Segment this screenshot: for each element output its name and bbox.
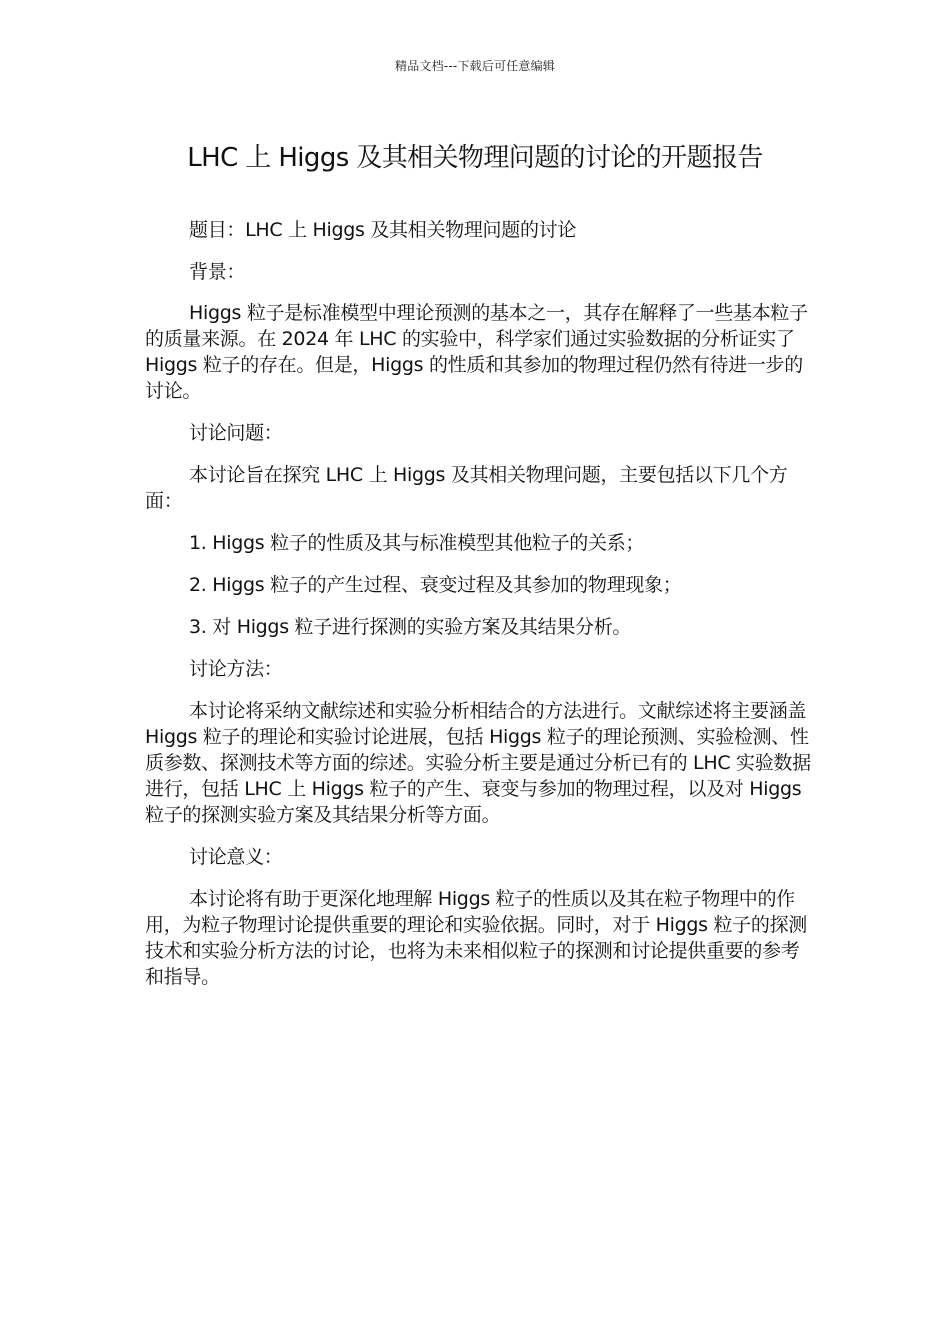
question-item-1: 1. Higgs 粒子的性质及其与标准模型其他粒子的关系； <box>189 532 645 554</box>
question-item-2: 2. Higgs 粒子的产生过程、衰变过程及其参加的物理现象； <box>189 574 682 596</box>
methods-paragraph: 本讨论将采纳文献综述和实验分析相结合的方法进行。文献综述将主要涵盖 Higgs 粒子的理论和实验讨论进展，包括 Higgs 粒子的理论预测、实验检测、性质参数、探测技术等方面的综述。实验分析主要是通过分析已有的 LHC 实验数据进行，包括 LHC 上 Higgs 粒子的产生、衰变与参加的物理过程，以及对 Higgs 粒子的探测实验方案及其结果分析等方面。 <box>145 700 811 826</box>
background-heading: 背景： <box>189 261 246 283</box>
topic-line: 题目：LHC 上 Higgs 及其相关物理问题的讨论 <box>189 219 577 241</box>
significance-heading: 讨论意义： <box>189 846 283 868</box>
document-body <box>145 217 811 1006</box>
questions-heading: 讨论问题： <box>189 422 283 444</box>
header-note: 精品文档---下载后可任意编辑 <box>395 59 555 73</box>
document-title: LHC 上 Higgs 及其相关物理问题的讨论的开题报告 <box>187 143 763 173</box>
questions-intro: 本讨论旨在探究 LHC 上 Higgs 及其相关物理问题，主要包括以下几个方面： <box>145 464 788 512</box>
question-item-3: 3. 对 Higgs 粒子进行探测的实验方案及其结果分析。 <box>189 616 632 638</box>
background-paragraph: Higgs 粒子是标准模型中理论预测的基本之一，其存在解释了一些基本粒子的质量来源。在 2024 年 LHC 的实验中，科学家们通过实验数据的分析证实了 Higgs 粒子的存在。但是，Higgs 的性质和其参加的物理过程仍然有待进一步的讨论。 <box>145 302 808 402</box>
methods-heading: 讨论方法： <box>189 658 283 680</box>
significance-paragraph: 本讨论将有助于更深化地理解 Higgs 粒子的性质以及其在粒子物理中的作用，为粒子物理讨论提供重要的理论和实验依据。同时，对于 Higgs 粒子的探测技术和实验分析方法的讨论，也将为未来相似粒子的探测和讨论提供重要的参考和指导。 <box>145 888 807 988</box>
